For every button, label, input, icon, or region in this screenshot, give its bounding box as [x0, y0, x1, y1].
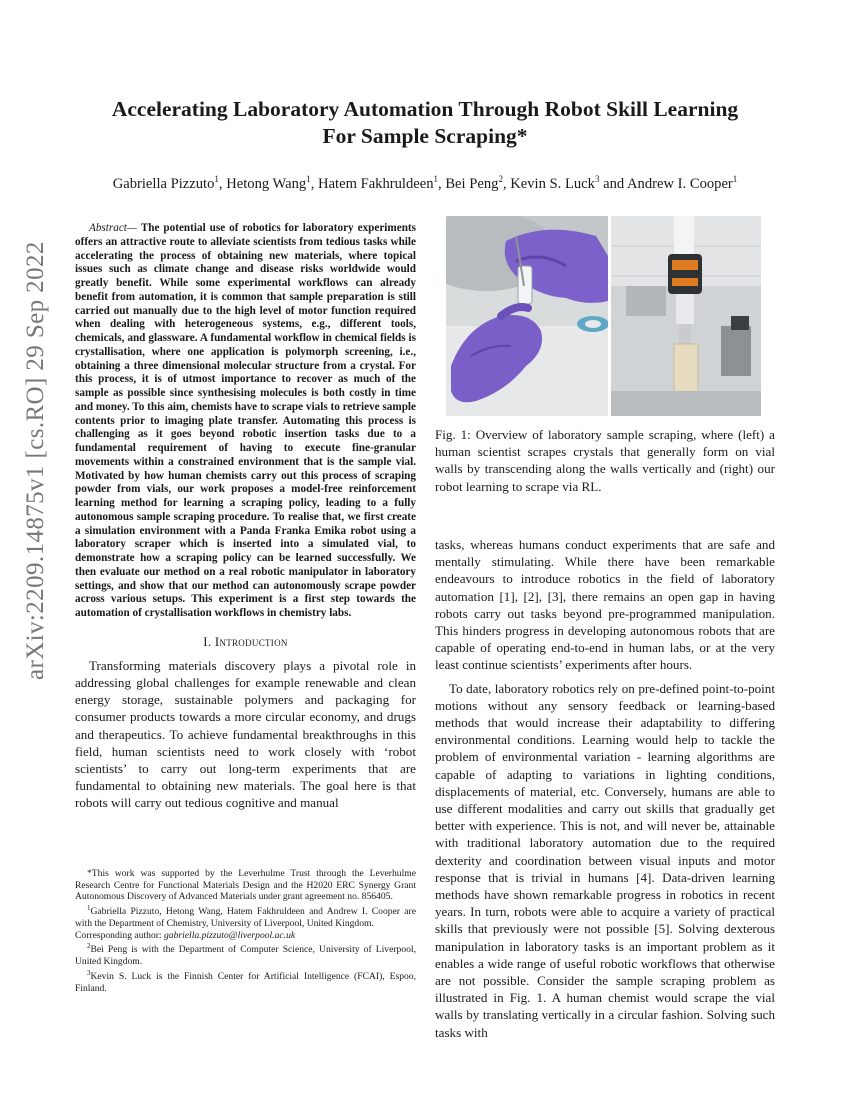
title-line-1: Accelerating Laboratory Automation Through Robot Skill Learning [111, 97, 739, 121]
title-line-2: For Sample Scraping* [322, 124, 528, 148]
author: Andrew I. Cooper [627, 175, 733, 192]
section-number: I. [203, 634, 215, 649]
author-affiliation: 1 [732, 174, 738, 184]
section-title: Introduction [214, 634, 288, 649]
footnote-mark: 2 [87, 942, 91, 951]
author-affiliation: 1 [214, 174, 219, 184]
footnote-affiliation-2 [75, 941, 416, 968]
right-column-body [435, 536, 775, 1041]
paper-title [80, 96, 770, 150]
author: Hetong Wang [226, 175, 307, 192]
abstract-dash: — [126, 222, 141, 234]
author: Gabriella Pizzuto [112, 175, 215, 192]
abstract-label: Abstract [89, 222, 127, 234]
footnote-mark: 1 [87, 904, 91, 913]
footnotes [75, 868, 416, 995]
left-column [75, 222, 416, 812]
footnote-corresponding [75, 930, 416, 942]
right-column [435, 216, 775, 495]
arxiv-identifier: arXiv:2209.14875v1 [cs.RO] 29 Sep 2022 [22, 241, 49, 680]
abstract [75, 222, 416, 621]
author: Bei Peng [445, 175, 499, 192]
author-affiliation: 3 [594, 174, 600, 184]
abstract-text: The potential use of robotics for laboratory experiments offers an attractive route to alleviate scientists from tedious tasks while accelerating the process of obtaining new materials, where topical issues such as climate change and disease risks worldwide would greatly benefit. While some experimental workflows can already benefit from automation, it is common that sample preparation is still carried out manually due to the high level of motor function required when dealing with heterogeneous systems, e.g., different tools, chemicals, and glassware. A fundamental workflow in chemical fields is crystallisation, where one application is polymorph screening, i.e., obtaining a three dimensional molecular structure from a crystal. For this process, it is of utmost importance to recover as much of the sample as possible since synthesising molecules is both costly in time and money. To this aim, chemists have to scrape vials to retrieve sample contents prior to imaging plate transfer. Automating this process is challenging as it goes beyond robotic insertion tasks due to a fundamental requirement of having to execute fine-granular movements within a constrained environment that is the sample vial. Motivated by how human chemists carry out this process of scraping powder from vials, our work proposes a model-free reinforcement learning method for learning a scraping policy, leading to a fully autonomous sample scraping procedure. To realise that, we first create a simulation environment with a Panda Franka Emika robot using a laboratory scraper which is inserted into a simulated vial, to demonstrate how a scraping policy can be learned successfully. We then evaluate our method on a real robotic manipulator in laboratory settings, and show that our method can autonomously scrape powder across various setups. This experiment is a first step towards the automation of crystallisation workflows in chemistry labs. [75, 222, 417, 619]
footnote-text: Corresponding author: [75, 929, 164, 941]
author-and: and [599, 175, 628, 192]
figure-1-caption: Fig. 1: Overview of laboratory sample scraping, where (left) a human scientist scrapes crystals that generally form on vial walls by transcending along the walls vertically and (right) our robot learning to scrape via RL. [435, 427, 775, 494]
author-affiliation: 1 [306, 174, 311, 184]
footnote-affiliation-3 [75, 968, 416, 995]
footnote-text: Kevin S. Luck is the Finnish Center for Artificial Intelligence (FCAI), Espoo, Finland. [75, 971, 416, 994]
corresponding-email[interactable]: gabriella.pizzuto@liverpool.ac.uk [164, 929, 296, 941]
footnote-text: Bei Peng is with the Department of Computer Science, University of Liverpool, United Kingdom. [75, 944, 416, 968]
photo-human-scraping [446, 216, 609, 416]
body-paragraph-2: To date, laboratory robotics rely on pre-defined point-to-point motions without any sensory feedback or learning-based methods that would increase their adaptability to differing environmental conditions. Learning would help to tackle the problem of environmental variation - learning algorithms are capable of adapting to variations in lighting conditions, displacements of material, etc. Conversely, humans are able to use different modalities and carry out skills that gradually get better with experience. This is not, and will never be, attainable with traditional laboratory automation due to the required dexterity and coordination between visual inputs and motor response that is trivial in humans [4]. Data-driven learning methods have shown remarkable progress in robotics in recent years. In turn, robots were able to acquire a variety of practical skills that previously were not possible [5]. Solving dexterous manipulation in laboratory tasks is an important problem as it enables a wide range of useful robotic workflows that otherwise are not possible. Consider the sample scraping problem as illustrated in Fig. 1. A human chemist would scrape the vial walls by translating vertically in a circular fashion. Solving such tasks with [435, 680, 775, 1040]
author-list [60, 174, 790, 193]
footnote-affiliation-1 [75, 903, 416, 930]
author-affiliation: 2 [498, 174, 503, 184]
author-separator: , [310, 175, 319, 192]
figure-1 [446, 216, 761, 416]
footnote-funding: *This work was supported by the Leverhulme Trust through the Leverhulme Research Centre for Functional Materials Design and the H2020 ERC Synergy Grant Autonomous Discovery of Advanced Materials under grant agreement no. 856405. [75, 868, 416, 903]
author: Kevin S. Luck [510, 175, 595, 192]
footnote-text: Gabriella Pizzuto, Hetong Wang, Hatem Fakhruldeen and Andrew I. Cooper are with the Department of Chemistry, University of Liverpool, United Kingdom. [75, 906, 416, 929]
author-separator: , [502, 175, 511, 192]
photo-robot-scraping [611, 216, 761, 416]
author-affiliation: 1 [433, 174, 439, 184]
intro-paragraph: Transforming materials discovery plays a pivotal role in addressing global challenges for example renewable and clean energy storage, sustainable polymers and packaging for consumer products towards a more circular economy, and drugs and therapeutics. To achieve fundamental breakthroughs in this field, human scientists need to work closely with ‘robot scientists’ to carry out long-term experiments that are fundamental to obtaining new materials. The goal here is that robots will carry out tedious cognitive and manual [75, 657, 416, 811]
section-heading-introduction [75, 635, 416, 650]
footnote-mark: 3 [87, 969, 91, 977]
figure-1-image [446, 216, 761, 416]
author-separator: , [438, 175, 446, 192]
body-paragraph-1: tasks, whereas humans conduct experiments that are safe and mentally stimulating. While there have been remarkable endeavours to introduce robotics in the field of laboratory automation [1], [2], [3], there remains an open gap in having robots carry out tasks beyond pre-programmed manipulation. This hinders progress in developing autonomous robots that are capable of operating end-to-end in human labs, or at the very least continue scientists’ experiments after hours. [435, 537, 775, 673]
author-separator: , [218, 175, 227, 192]
author: Hatem Fakhruldeen [318, 175, 434, 192]
